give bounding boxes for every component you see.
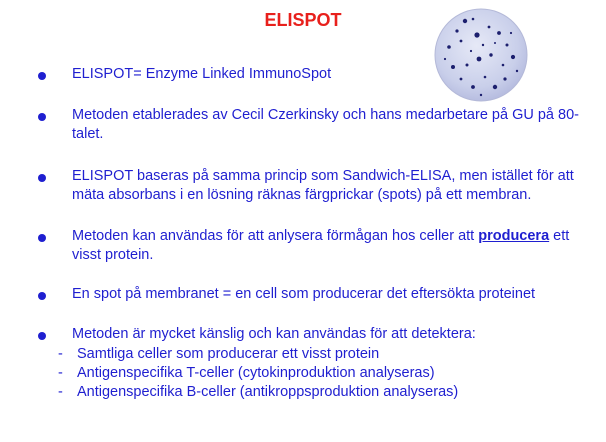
bullet-text: Metoden är mycket känslig och kan användas för att detektera: [72,326,476,342]
bullet-dot [38,234,46,242]
dash-marker: - [58,384,63,400]
bullet-text: Metoden etablerades av Cecil Czerkinsky och hans medarbetare på GU på 80-talet. [72,107,579,142]
bullet-dot [38,113,46,121]
sub-item: Antigenspecifika T-celler (cytokinproduktion analyseras) [77,365,435,381]
bullet-text: ELISPOT= Enzyme Linked ImmunoSpot [72,66,332,82]
bullet-text: En spot på membranet = en cell som producerar det eftersökta proteinet [72,286,536,302]
bullet-text: ELISPOT baseras på samma princip som Sandwich-ELISA, men istället för att mäta absorbans i en lösning räknas färgprickar (spots) på ett membran. [72,168,574,203]
slide-title: ELISPOT [264,10,342,30]
emphasized-word: producera [478,228,550,244]
bullet-text-part: ett visst protein. [72,228,570,263]
bullet-text [72,227,587,265]
bullet-dot [38,332,46,340]
bullet-dot [38,72,46,80]
bullet-dot [38,292,46,300]
dash-marker: - [58,365,63,381]
elispot-well-image [433,7,529,103]
sub-item: Antigenspecifika B-celler (antikroppsproduktion analyseras) [77,384,459,400]
bullet-text-part: Metoden kan användas för att anlysera förmågan hos celler att [72,228,479,244]
sub-item: Samtliga celler som producerar ett visst protein [77,346,380,362]
bullet-dot [38,174,46,182]
dash-marker: - [58,346,63,362]
